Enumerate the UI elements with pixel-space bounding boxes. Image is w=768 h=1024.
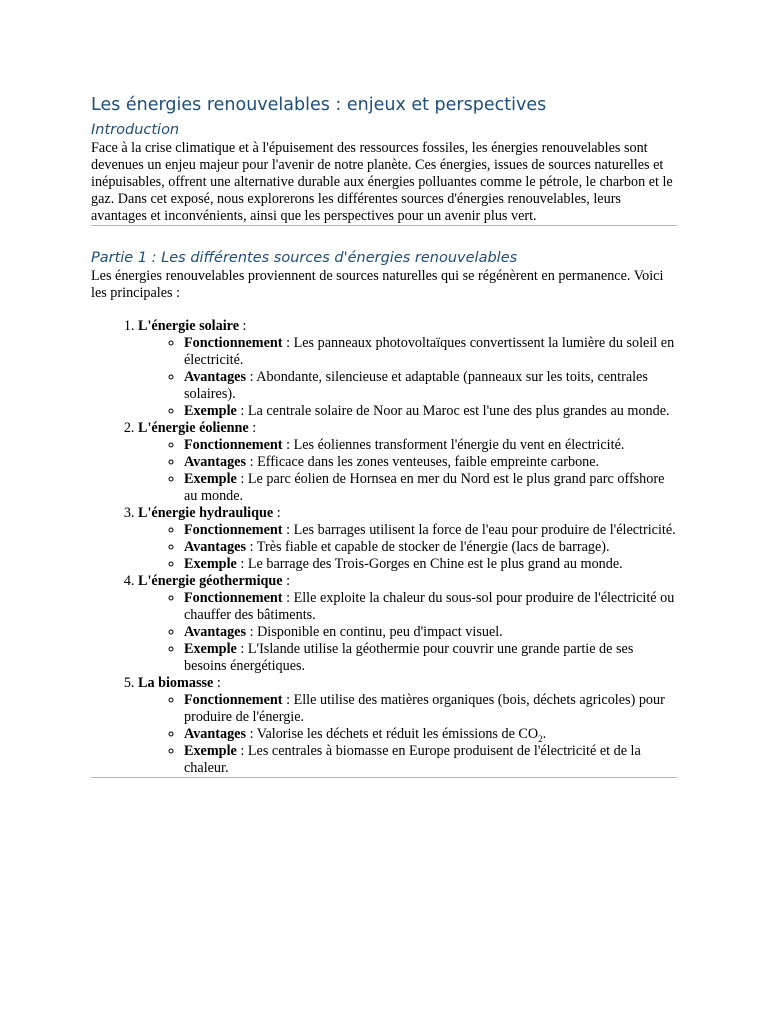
separator: :	[282, 692, 294, 708]
separator: :	[248, 420, 257, 436]
document-title: Les énergies renouvelables : enjeux et perspectives	[91, 95, 547, 115]
separator: :	[236, 403, 248, 419]
separator: :	[236, 641, 248, 657]
detail-fonctionnement	[184, 522, 677, 539]
detail-label: Fonctionnement	[184, 437, 283, 453]
detail-fonctionnement	[184, 437, 677, 454]
separator: :	[282, 522, 294, 538]
part1-paragraph: Les énergies renouvelables proviennent de sources naturelles qui se régénèrent en permanence. Voici les principales :	[91, 268, 664, 301]
source-name: L'énergie solaire	[138, 318, 239, 334]
energy-sources-list	[91, 318, 677, 777]
detail-avantages	[184, 624, 677, 641]
source-name: L'énergie géothermique	[138, 573, 283, 589]
introduction-heading: Introduction	[91, 122, 180, 138]
detail-label: Exemple	[184, 471, 237, 487]
source-details	[138, 437, 677, 505]
detail-text: Le parc éolien de Hornsea en mer du Nord est le plus grand parc offshore au monde.	[184, 471, 665, 504]
introduction-paragraph: Face à la crise climatique et à l'épuisement des ressources fossiles, les énergies renouvelables sont devenues un enjeu majeur pour l'avenir de notre planète. Ces énergies, issues de sources naturelles et inépuisables, offrent une alternative durable aux énergies polluantes comme le pétrole, le charbon et le gaz. Dans cet exposé, nous explorerons les différentes sources d'énergies renouvelables, leurs avantages et inconvénients, ainsi que les perspectives pour un avenir plus vert.	[91, 140, 673, 224]
source-details	[138, 692, 677, 777]
detail-text: Très fiable et capable de stocker de l'énergie (lacs de barrage).	[256, 539, 610, 555]
co2-subscript: 2	[538, 733, 543, 744]
detail-label: Exemple	[184, 556, 237, 572]
detail-label: Exemple	[184, 743, 237, 759]
source-item-eolienne	[138, 420, 677, 505]
detail-fonctionnement	[184, 335, 677, 369]
detail-text: Elle utilise des matières organiques (bois, déchets agricoles) pour produire de l'énergie.	[184, 692, 665, 725]
detail-text: Valorise les déchets et réduit les émissions de CO	[256, 726, 539, 742]
source-name: L'énergie éolienne	[138, 420, 249, 436]
separator: :	[282, 590, 294, 606]
separator: :	[236, 743, 248, 759]
detail-text: Le barrage des Trois-Gorges en Chine est le plus grand au monde.	[247, 556, 623, 572]
separator: :	[246, 369, 257, 385]
detail-text: Les barrages utilisent la force de l'eau pour produire de l'électricité.	[293, 522, 676, 538]
detail-label: Fonctionnement	[184, 522, 283, 538]
detail-fonctionnement	[184, 692, 677, 726]
separator: :	[282, 335, 294, 351]
detail-text: Les centrales à biomasse en Europe produisent de l'électricité et de la chaleur.	[184, 743, 641, 776]
source-details	[138, 590, 677, 675]
section-divider	[91, 225, 677, 226]
source-item-solaire	[138, 318, 677, 420]
detail-label: Fonctionnement	[184, 335, 283, 351]
detail-label: Avantages	[184, 726, 247, 742]
detail-text: La centrale solaire de Noor au Maroc est l'une des plus grandes au monde.	[247, 403, 670, 419]
detail-label: Avantages	[184, 369, 247, 385]
detail-avantages	[184, 454, 677, 471]
detail-text: L'Islande utilise la géothermie pour couvrir une grande partie de ses besoins énergétiques.	[184, 641, 634, 674]
detail-label: Avantages	[184, 454, 247, 470]
detail-exemple	[184, 641, 677, 675]
detail-avantages	[184, 539, 677, 556]
detail-label: Exemple	[184, 403, 237, 419]
source-name: La biomasse	[138, 675, 214, 691]
detail-avantages	[184, 369, 677, 403]
detail-label: Avantages	[184, 539, 247, 555]
separator: :	[273, 505, 281, 521]
detail-exemple	[184, 403, 677, 420]
detail-text: Les panneaux photovoltaïques convertissent la lumière du soleil en électricité.	[184, 335, 675, 368]
part1-heading: Partie 1 : Les différentes sources d'énergies renouvelables	[91, 250, 518, 266]
separator: :	[246, 454, 258, 470]
source-details	[138, 522, 677, 573]
source-item-biomasse	[138, 675, 677, 777]
source-item-geothermique	[138, 573, 677, 675]
detail-avantages	[184, 726, 677, 743]
separator: :	[239, 318, 247, 334]
source-name: L'énergie hydraulique	[138, 505, 274, 521]
detail-text: Efficace dans les zones venteuses, faible empreinte carbone.	[257, 454, 600, 470]
separator: :	[282, 437, 294, 453]
detail-label: Fonctionnement	[184, 590, 283, 606]
detail-label: Fonctionnement	[184, 692, 283, 708]
section-divider-bottom	[91, 777, 677, 778]
separator: :	[282, 573, 291, 589]
separator: :	[246, 726, 257, 742]
separator: :	[213, 675, 221, 691]
document-page	[91, 92, 677, 778]
detail-text-end: .	[542, 726, 547, 742]
detail-text: Les éoliennes transforment l'énergie du vent en électricité.	[293, 437, 625, 453]
detail-text: Disponible en continu, peu d'impact visuel.	[257, 624, 503, 640]
detail-label: Exemple	[184, 641, 237, 657]
separator: :	[246, 539, 257, 555]
separator: :	[236, 556, 248, 572]
detail-fonctionnement	[184, 590, 677, 624]
source-item-hydraulique	[138, 505, 677, 573]
detail-text: Abondante, silencieuse et adaptable (panneaux sur les toits, centrales solaires).	[184, 369, 648, 402]
detail-text: Elle exploite la chaleur du sous-sol pour produire de l'électricité ou chauffer des bâtiments.	[184, 590, 675, 623]
detail-label: Avantages	[184, 624, 247, 640]
separator: :	[246, 624, 258, 640]
detail-exemple	[184, 743, 677, 777]
detail-exemple	[184, 556, 677, 573]
separator: :	[236, 471, 248, 487]
source-details	[138, 335, 677, 420]
detail-exemple	[184, 471, 677, 505]
